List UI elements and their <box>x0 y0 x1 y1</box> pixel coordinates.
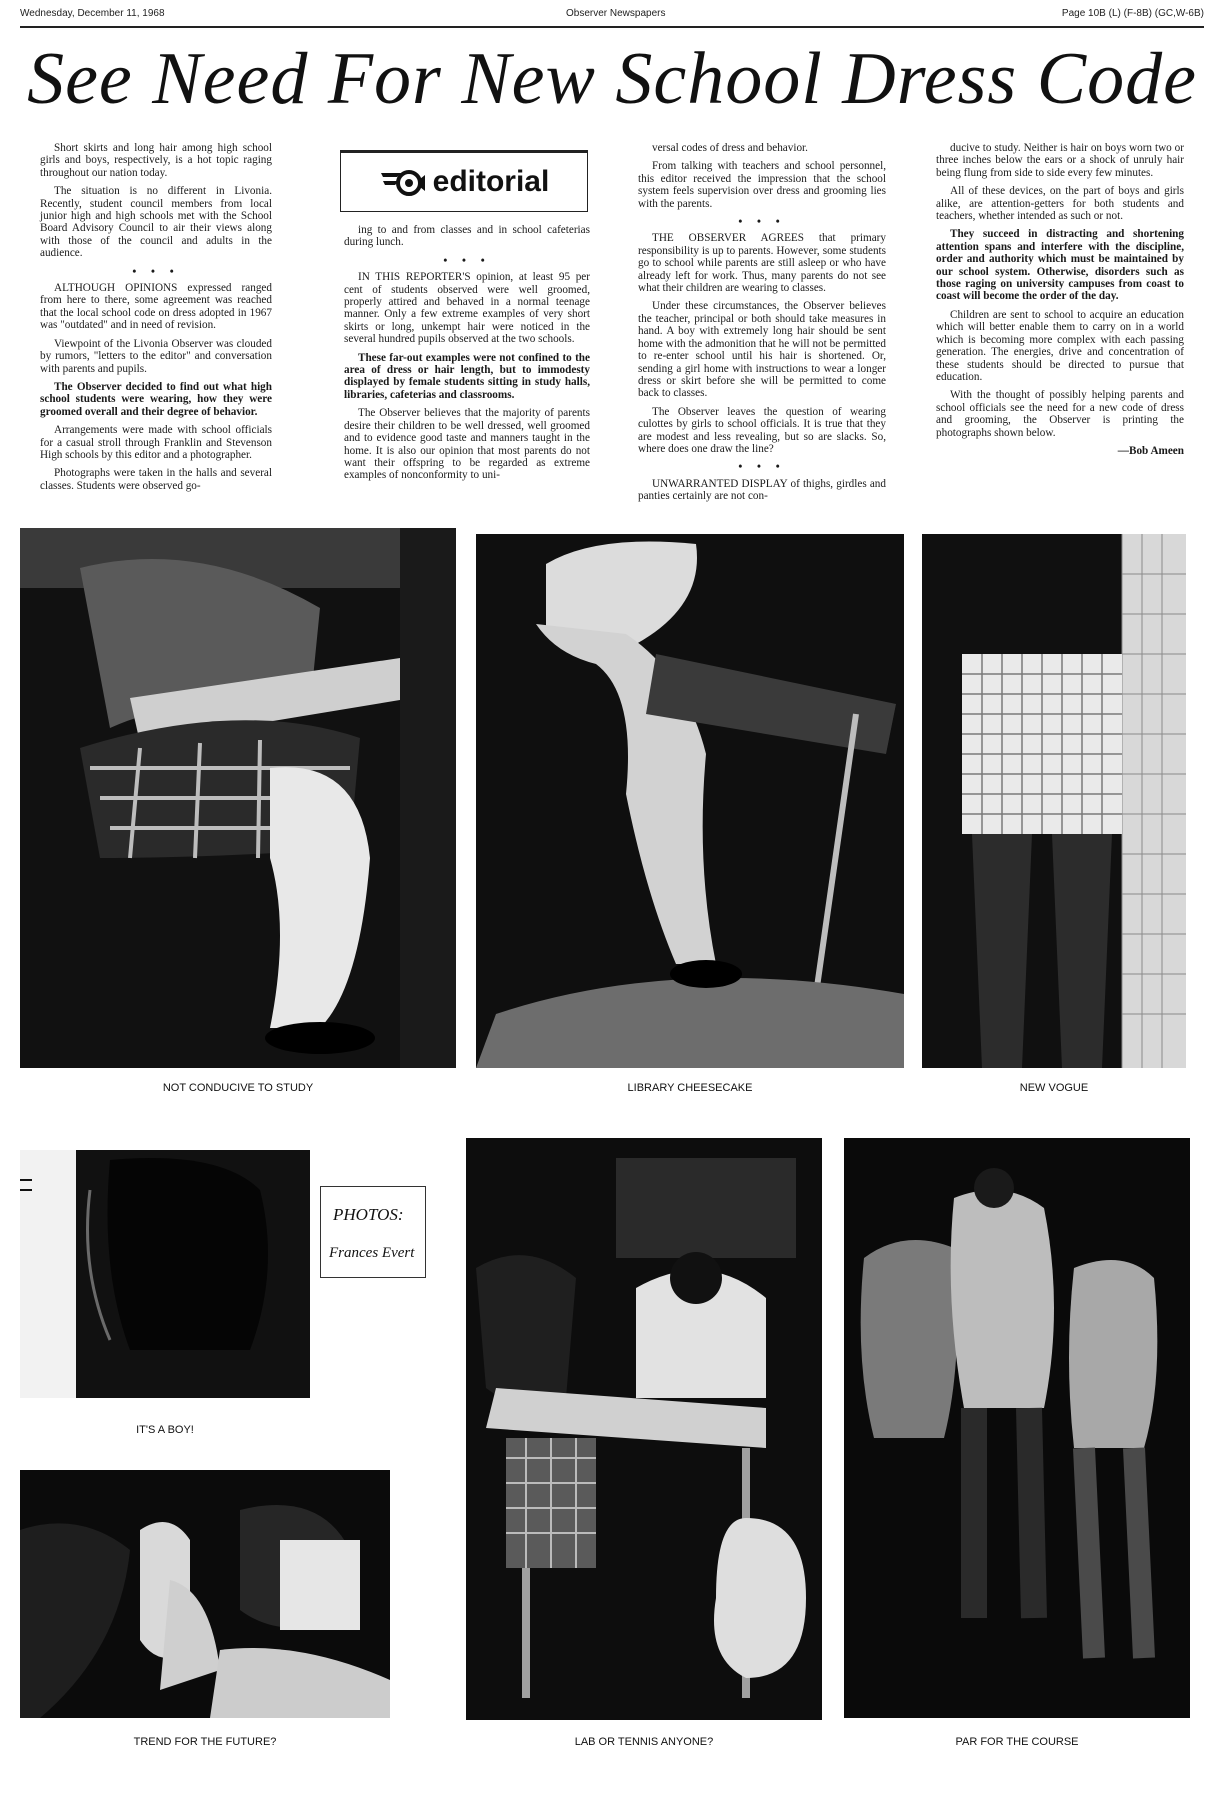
photo-lab-or-tennis <box>466 1138 822 1720</box>
caption: LIBRARY CHEESECAKE <box>627 1082 753 1094</box>
photo-library-cheesecake <box>476 534 904 1068</box>
photo-not-conducive <box>20 528 456 1068</box>
paragraph: IN THIS REPORTER'S opinion, at least 95 per cent of students observed were well groomed, properly attired and behaved in a normal teenage manner. Only a few extreme examples of very short skirts or long, unkempt hair were noticed in the several hundred pupils observed at the two schools. <box>344 271 590 346</box>
caption: IT'S A BOY! <box>136 1424 194 1436</box>
separator-dots: • • • <box>738 461 786 474</box>
paragraph: Short skirts and long hair among high school girls and boys, respectively, is a hot topic raging throughout our nation today. <box>40 142 272 179</box>
paragraph: The Observer decided to find out what high school students were wearing, how they were groomed overall and their degree of behavior. <box>40 380 272 418</box>
paragraph: Viewpoint of the Livonia Observer was clouded by rumors, "letters to the editor" and conversation with parents and pupils. <box>40 337 272 375</box>
paper-name: Observer Newspapers <box>566 8 666 19</box>
photo-par-for-the-course <box>844 1138 1190 1718</box>
paragraph: They succeed in distracting and shortening attention spans and interfere with the discipline, order and authority which must be maintained by our school system. Otherwise, disorders such as those raging on university campuses from coast to coast will become the order of the day. <box>936 228 1184 303</box>
paragraph: These far-out examples were not confined to the area of dress or hair length, but to immodesty displayed by female students sitting in study halls, libraries, cafeterias and classrooms. <box>344 351 590 401</box>
photo-its-a-boy <box>20 1150 310 1398</box>
photo-credit-box <box>320 1186 426 1278</box>
paragraph: UNWARRANTED DISPLAY of thighs, girdles and panties certainly are not con- <box>638 477 886 503</box>
paragraph: ducive to study. Neither is hair on boys worn two or three inches below the ears or a shock of unruly hair being flung from side to side every few minutes. <box>936 142 1184 179</box>
paragraph: THE OBSERVER AGREES that primary responsibility is up to parents. However, some students go to school while parents are still asleep or who have already left for work. Thus, many parents do not see what their children are wearing to classes. <box>638 232 886 295</box>
paragraph: The situation is no different in Livonia. Recently, student council members from local junior high and high schools met with the School Board Advisory Council to air their views along with those of the council and adults in the audience. <box>40 185 272 260</box>
paragraph: versal codes of dress and behavior. <box>652 142 808 154</box>
paragraph: The Observer believes that the majority of parents desire their children to be well dressed, well groomed and to evidence good taste and manners taught in the home. It is also our opinion that most parents do not want their offspring to be regarded as extreme examples of nonconformity to uni- <box>344 407 590 482</box>
photo-credit-label: PHOTOS: <box>333 1205 404 1224</box>
paragraph: With the thought of possibly helping parents and school officials see the need for a new code of dress and grooming, the Observer is printing the photographs shown below. <box>936 389 1184 439</box>
article-column-1 <box>40 142 272 498</box>
caption: LAB OR TENNIS ANYONE? <box>574 1736 714 1748</box>
paragraph: The Observer leaves the question of wearing culottes by girls to school officials. It is true that they are modest and less revealing, but so are slacks. So, where does one draw the line? <box>638 405 886 455</box>
paragraph: ALTHOUGH OPINIONS expressed ranged from here to there, some agreement was reached that the local school code on dress adopted in 1967 was "outdated" and in need of revision. <box>40 282 272 332</box>
separator-dots: • • • <box>443 254 491 267</box>
paragraph: Under these circumstances, the Observer believes the teacher, principal or both should take measures in hand. A boy with extremely long hair should be sent home with the admonition that he will not be permitted to re-enter school until his hair is shortened. Or, sending a girl home with instructions to wear a longer dress or skirt before she will be permitted to come back to classes. <box>638 300 886 400</box>
paragraph: Arrangements were made with school officials for a casual stroll through Franklin and Stevenson High schools by this editor and a photographer. <box>40 424 272 461</box>
caption: PAR FOR THE COURSE <box>955 1736 1079 1748</box>
quill-icon <box>379 165 425 199</box>
caption: TREND FOR THE FUTURE? <box>133 1736 277 1748</box>
editorial-badge <box>340 150 588 212</box>
separator-dots: • • • <box>132 265 180 278</box>
caption: NEW VOGUE <box>1019 1082 1089 1094</box>
article-column-3 <box>638 142 886 509</box>
paragraph: Children are sent to school to acquire an education which will better enable them to carry on in a world which is becoming more complex with each passing generation. The energies, drive and concentration of these students should be directed to pursue that education. <box>936 308 1184 383</box>
paragraph: From talking with teachers and school personnel, this editor received the impression that the school system feels supervision over dress and grooming lies with the parents. <box>638 160 886 210</box>
paragraph: ing to and from classes and in school cafeterias during lunch. <box>344 224 590 249</box>
paragraph: Photographs were taken in the halls and several classes. Students were observed go- <box>40 467 272 492</box>
caption: NOT CONDUCIVE TO STUDY <box>162 1082 314 1094</box>
headline: See Need For New School Dress Code <box>27 38 1197 120</box>
page-number: Page 10B (L) (F-8B) (GC,W-6B) <box>1061 8 1204 19</box>
article-column-2 <box>344 224 590 488</box>
article-column-4 <box>936 142 1184 463</box>
paragraph: All of these devices, on the part of boys and girls alike, are attention-getters for both students and teachers, whether intended as such or not. <box>936 185 1184 223</box>
editorial-label: editorial <box>432 165 550 198</box>
byline: —Bob Ameen <box>1117 444 1184 457</box>
photo-credit-name: Frances Evert <box>329 1245 415 1261</box>
header-rule <box>20 26 1204 28</box>
photo-trend-for-the-future <box>20 1470 390 1718</box>
issue-date: Wednesday, December 11, 1968 <box>20 8 165 19</box>
separator-dots: • • • <box>738 216 786 229</box>
photo-new-vogue <box>922 534 1186 1068</box>
